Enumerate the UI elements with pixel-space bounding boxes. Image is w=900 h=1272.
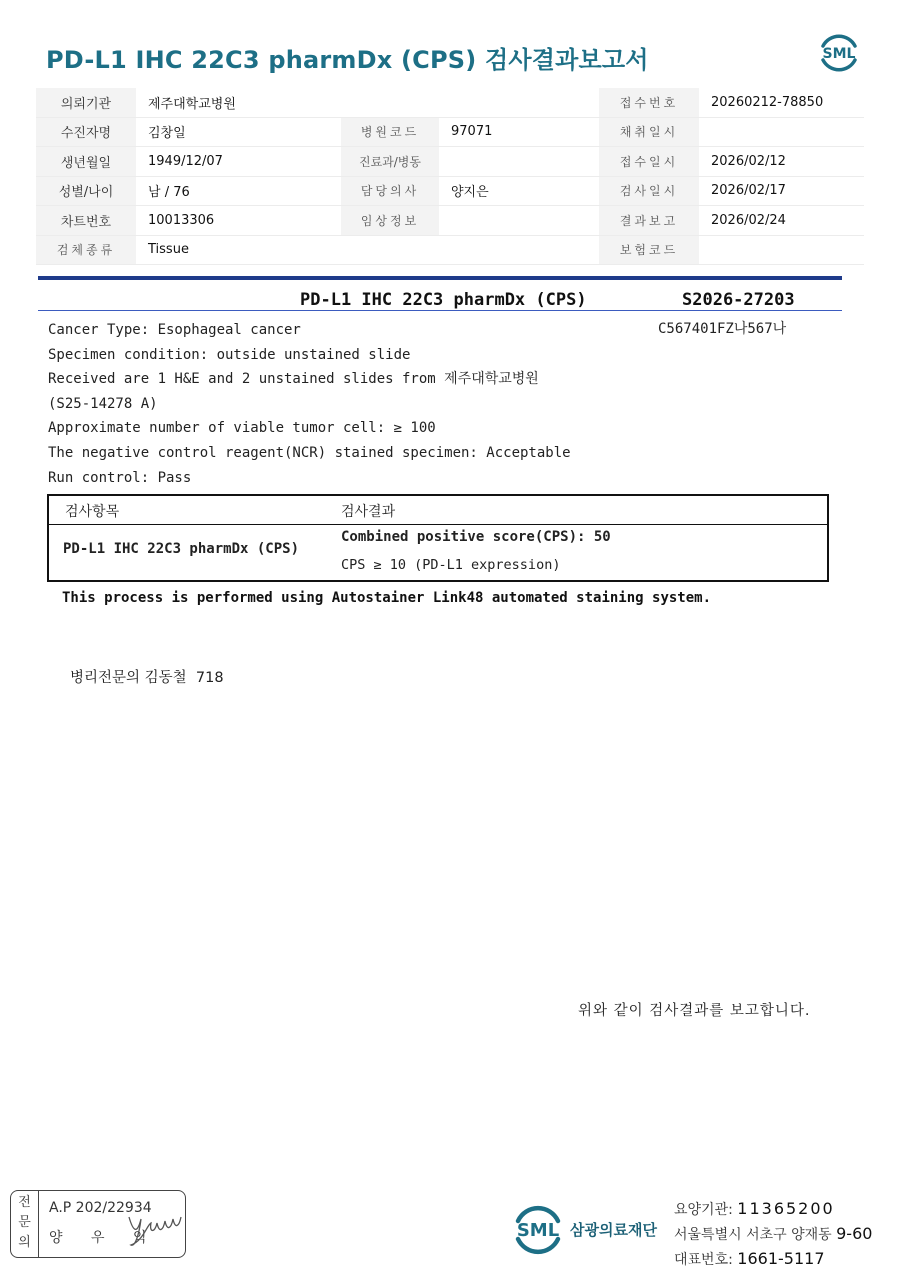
info-row — [36, 206, 864, 236]
process-note: This process is performed using Autostainer Link48 automated staining system. — [62, 590, 712, 606]
report-date-label: 결과보고 — [599, 206, 699, 236]
dept-value — [439, 147, 599, 177]
reception-no-value: 20260212-78850 — [699, 88, 864, 117]
report-test-name: PD-L1 IHC 22C3 pharmDx (CPS) — [300, 290, 587, 310]
result-interpretation: CPS ≥ 10 (PD-L1 expression) — [341, 557, 561, 573]
specialist-stamp — [10, 1190, 186, 1258]
patient-info-table — [36, 88, 864, 265]
stamp-name: 양 우 익 — [49, 1230, 159, 1246]
sml-logo-icon — [815, 28, 863, 76]
closing-statement: 위와 같이 검사결과를 보고합니다. — [578, 1003, 811, 1019]
patient-label: 수진자명 — [36, 117, 136, 147]
finding-line: Run control: Pass — [48, 469, 192, 486]
col-item-header: 검사항목 — [65, 504, 120, 520]
sex-age-label: 성별/나이 — [36, 176, 136, 206]
info-row — [36, 176, 864, 206]
finding-line: The negative control reagent(NCR) stained specimen: Acceptable — [48, 444, 571, 461]
chart-value: 10013306 — [136, 206, 341, 236]
test-date-label: 검사일시 — [599, 176, 699, 206]
birth-value: 1949/12/07 — [136, 147, 341, 177]
result-table — [47, 494, 829, 582]
report-code: C567401FZ나567나 — [658, 321, 787, 337]
collection-date-value — [699, 117, 864, 147]
col-result-header: 검사결과 — [341, 504, 396, 520]
info-row — [36, 117, 864, 147]
stamp-ap-number: A.P 202/22934 — [49, 1200, 152, 1216]
logo-text: SML — [822, 46, 856, 62]
info-row — [36, 147, 864, 177]
signature-icon — [123, 1205, 185, 1251]
info-row — [36, 88, 864, 117]
insurance-label: 보험코드 — [599, 235, 699, 265]
section-divider — [38, 276, 842, 280]
finding-line: (S25-14278 A) — [48, 395, 158, 412]
address-line: 서울특별시 서초구 양재동 9-60 — [674, 1224, 873, 1243]
result-score: Combined positive score(CPS): 50 — [341, 529, 611, 545]
result-item: PD-L1 IHC 22C3 pharmDx (CPS) — [63, 541, 300, 557]
doctor-value: 양지은 — [439, 176, 599, 206]
collection-date-label: 채취일시 — [599, 117, 699, 147]
doctor-label: 담당의사 — [341, 176, 439, 206]
reception-no-label: 접수번호 — [599, 88, 699, 117]
report-date-value: 2026/02/24 — [699, 206, 864, 236]
footer-info — [674, 1197, 872, 1272]
test-date-value: 2026/02/17 — [699, 176, 864, 206]
dept-label: 진료과/병동 — [341, 147, 439, 177]
section-underline — [38, 310, 842, 311]
hospital-code-label: 병원코드 — [341, 117, 439, 147]
institution-code-line: 요양기관: 11365200 — [674, 1199, 835, 1218]
reception-date-value: 2026/02/12 — [699, 147, 864, 177]
hospital-code-value: 97071 — [439, 117, 599, 147]
result-header — [49, 496, 827, 525]
clinical-value — [439, 206, 599, 236]
institution-label: 의뢰기관 — [36, 88, 136, 117]
specimen-value: Tissue — [136, 235, 599, 265]
phone-line: 대표번호: 1661-5117 — [674, 1249, 825, 1268]
finding-line: Received are 1 H&E and 2 unstained slides from 제주대학교병원 — [48, 371, 539, 388]
finding-line: Cancer Type: Esophageal cancer — [48, 322, 301, 338]
foundation-name: 삼광의료재단 — [570, 1221, 657, 1239]
institution-value: 제주대학교병원 — [136, 88, 599, 117]
patient-value: 김창일 — [136, 117, 341, 147]
pathologist-signature: 병리전문의 김동철 718 — [70, 670, 224, 686]
birth-label: 생년월일 — [36, 147, 136, 177]
svg-text:SML: SML — [516, 1220, 560, 1241]
foundation-logo-icon — [508, 1199, 568, 1259]
report-number: S2026-27203 — [682, 290, 795, 310]
report-title: PD-L1 IHC 22C3 pharmDx (CPS) 검사결과보고서 — [46, 46, 649, 74]
reception-date-label: 접수일시 — [599, 147, 699, 177]
finding-line: Approximate number of viable tumor cell: ≥ 100 — [48, 420, 436, 437]
clinical-label: 임상정보 — [341, 206, 439, 236]
insurance-value — [699, 235, 864, 265]
specimen-label: 검체종류 — [36, 235, 136, 265]
sex-age-value: 남 / 76 — [136, 176, 341, 206]
report-findings — [48, 318, 571, 490]
finding-line: Specimen condition: outside unstained slide — [48, 346, 411, 363]
stamp-side-label: 전 문 의 — [11, 1191, 39, 1257]
chart-label: 차트번호 — [36, 206, 136, 236]
info-row — [36, 235, 864, 265]
